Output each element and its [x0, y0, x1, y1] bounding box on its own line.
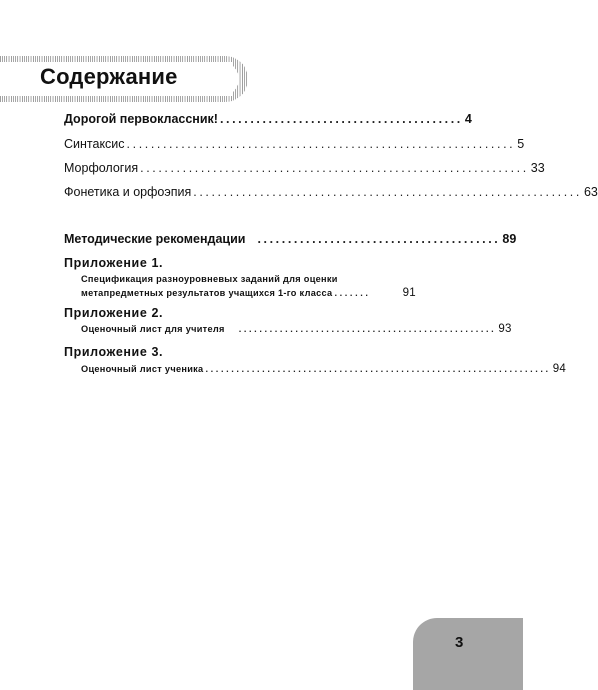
appendix-2-title[interactable]: Приложение 2.: [64, 306, 164, 320]
toc-entry-page: 33: [530, 161, 545, 175]
toc-entry[interactable]: [64, 112, 472, 126]
page-title: Содержание: [40, 62, 184, 92]
toc-entry-page: 5: [517, 137, 525, 151]
toc-entry-page: 4: [464, 112, 472, 126]
leader-dots: ................................................................: [126, 137, 516, 151]
page-number: 3: [455, 634, 464, 651]
appendix-3-title[interactable]: Приложение 3.: [64, 345, 164, 359]
page-number-tab: [413, 618, 523, 690]
toc-entry-label: метапредметных результатов учащихся 1-го класса: [81, 288, 333, 298]
toc-entry-page: 89: [502, 232, 517, 246]
toc-entry-label: Оценочный лист ученика: [81, 364, 204, 374]
leader-dots: ........................................: [257, 232, 501, 246]
contents-title-bar: [0, 56, 250, 102]
toc-entry[interactable]: [64, 161, 545, 175]
appendix-1-line: Спецификация разноуровневых заданий для оценки: [81, 274, 338, 284]
leader-dots: ................................................................: [193, 185, 582, 199]
toc-entry[interactable]: [64, 137, 525, 151]
toc-entry-page: 63: [583, 185, 598, 199]
leader-dots: .......: [334, 288, 371, 298]
leader-dots: ................................................................: [140, 161, 529, 175]
toc-entry-appendix-1[interactable]: [81, 287, 416, 299]
toc-entry-label: Фонетика и орфоэпия: [64, 185, 192, 199]
toc-entry-appendix-3[interactable]: [81, 363, 567, 375]
leader-dots: ..................................................: [238, 324, 497, 334]
toc-entry[interactable]: [64, 185, 598, 199]
appendix-1-title[interactable]: Приложение 1.: [64, 256, 164, 270]
toc-entry-label: Оценочный лист для учителя: [81, 324, 225, 334]
toc-entry-appendix-2[interactable]: [81, 323, 512, 335]
toc-entry-label: Дорогой первоклассник!: [64, 112, 218, 126]
toc-entry-methodical[interactable]: [64, 232, 517, 246]
leader-dots: ...................................................................: [205, 364, 551, 374]
leader-dots: ........................................: [219, 112, 463, 126]
toc-entry-label: Синтаксис: [64, 137, 125, 151]
toc-entry-label: Морфология: [64, 161, 139, 175]
toc-entry-page: 91: [402, 287, 416, 299]
toc-entry-label: Методические рекомендации: [64, 232, 246, 246]
toc-entry-page: 93: [498, 323, 512, 335]
toc-entry-page: 94: [552, 363, 567, 375]
